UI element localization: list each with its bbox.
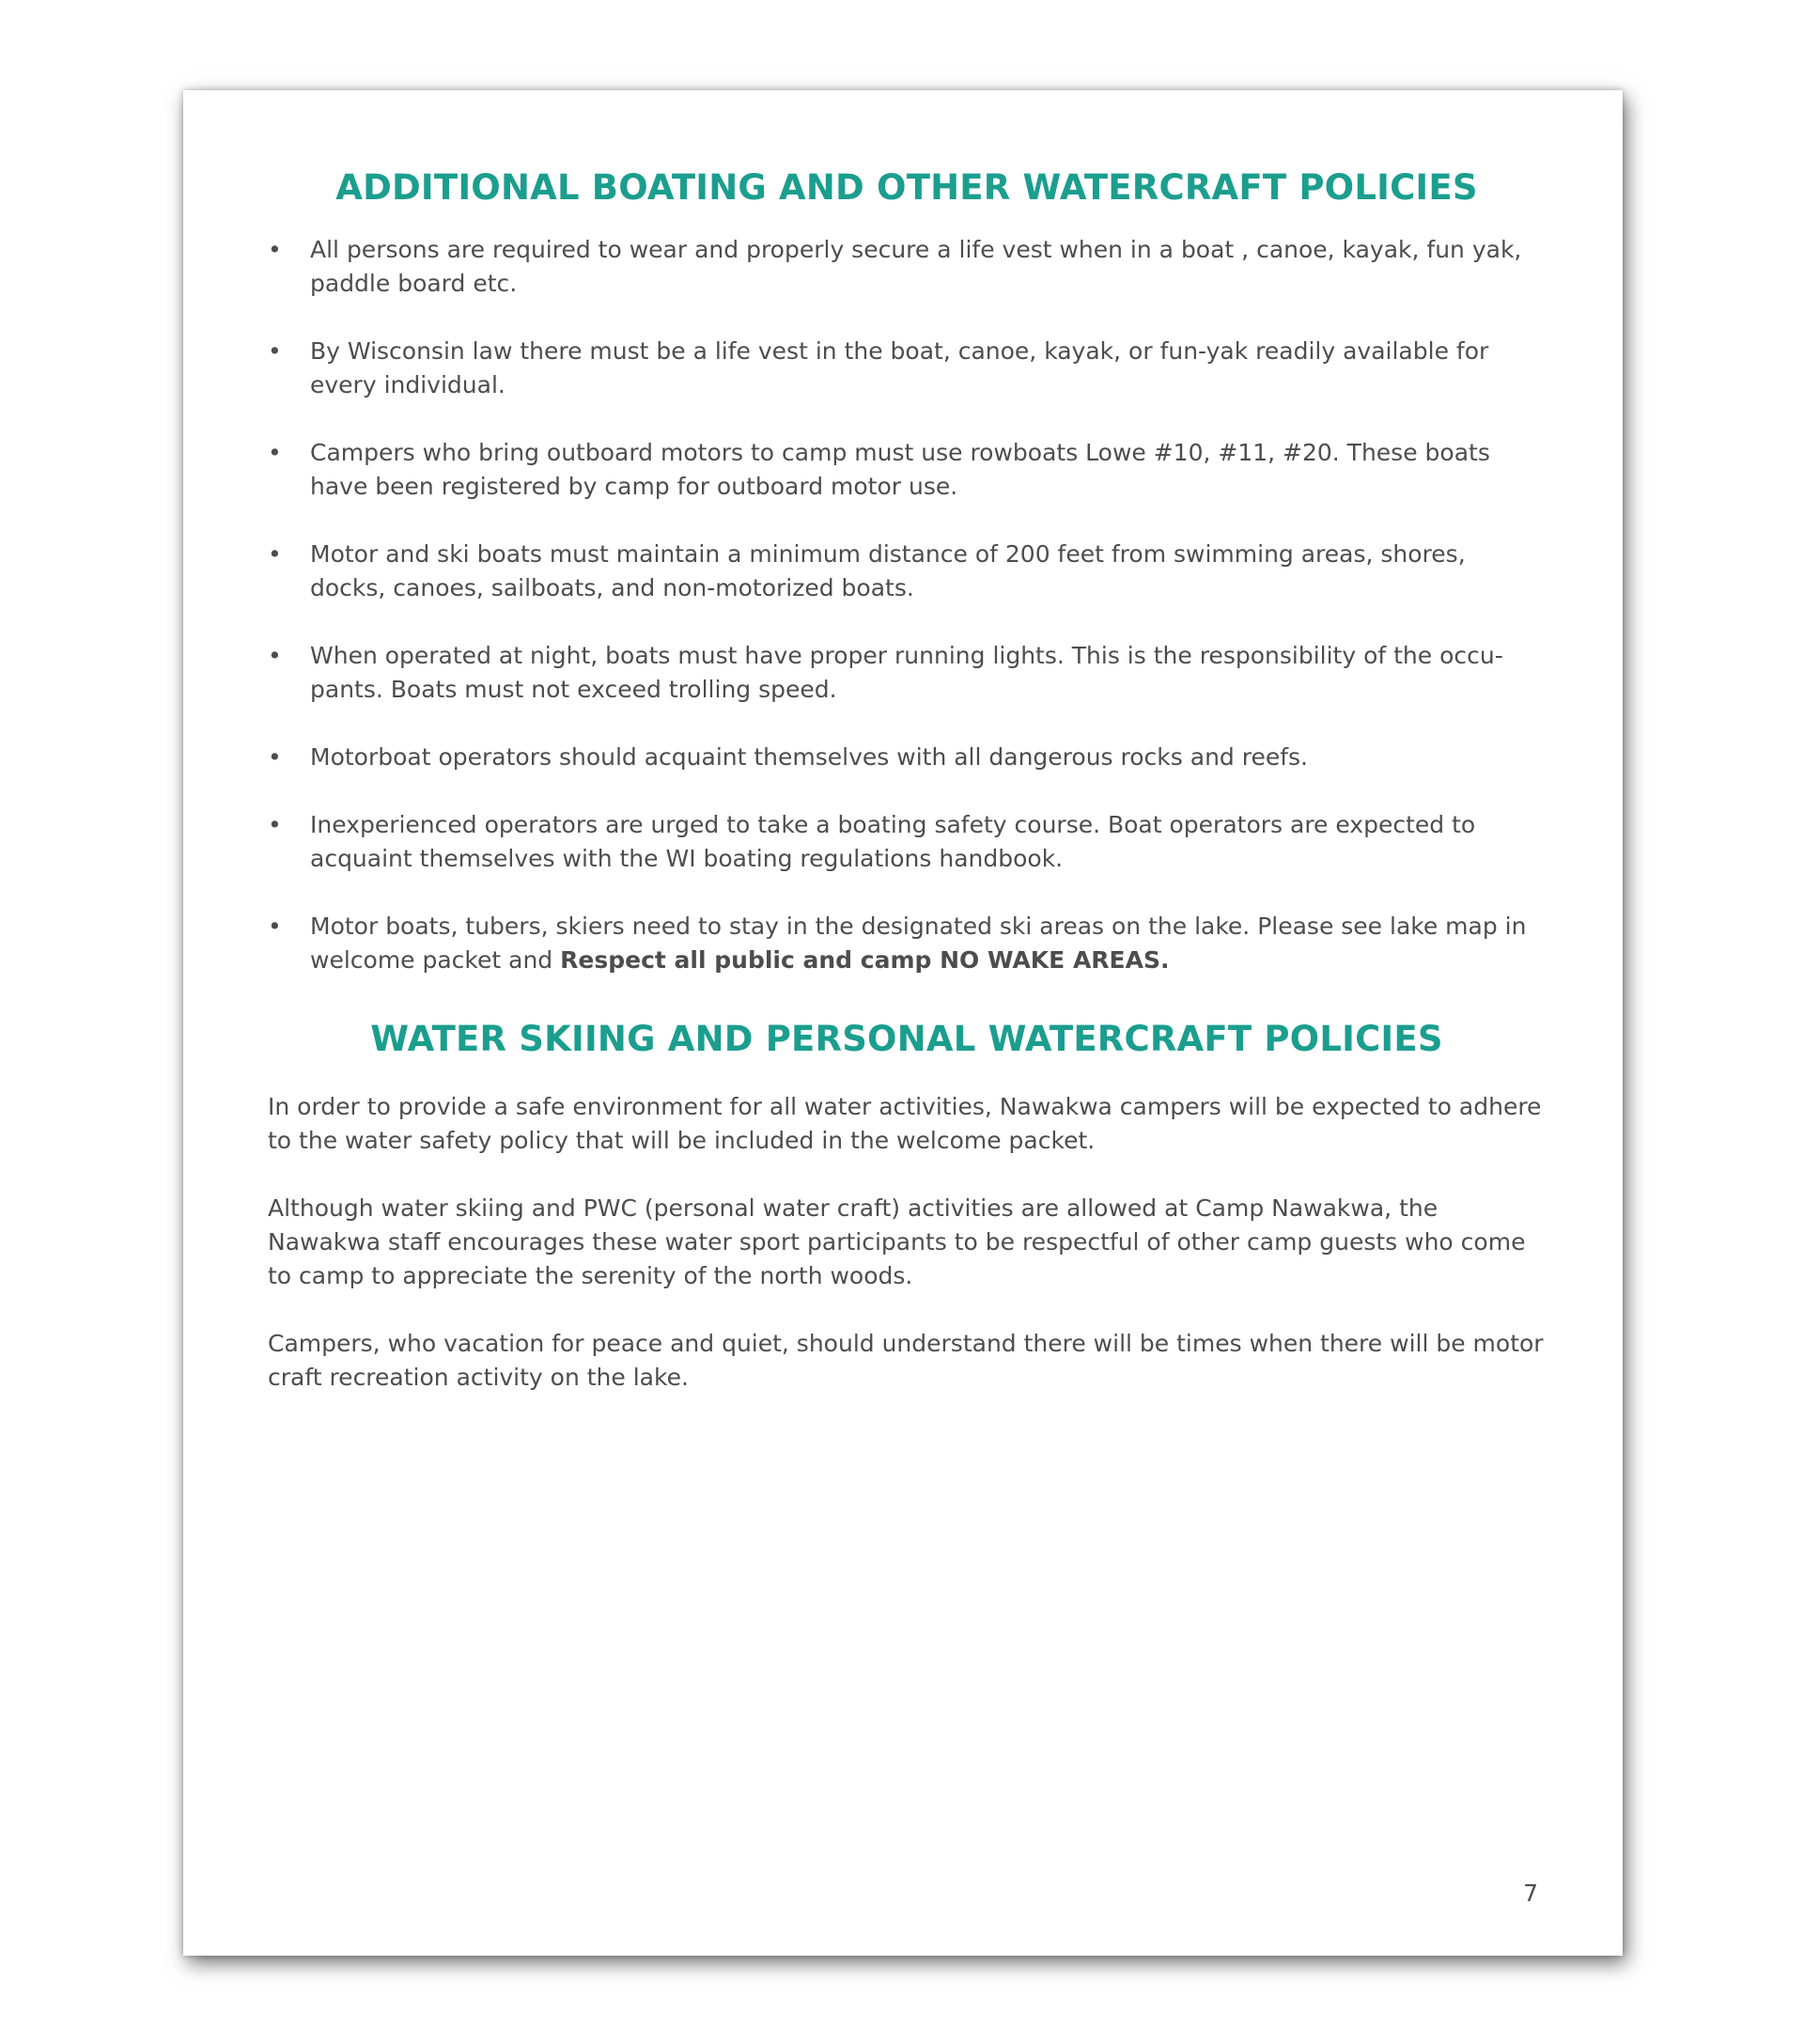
bullet-icon: • xyxy=(268,743,282,771)
paragraph: Although water skiing and PWC (personal water craft) activities are allowed at Camp Nawakwa, the Nawakwa staff encourages these water sport participants to be respectful of other camp guests who come to camp to appreciate the serenity of the north woods. xyxy=(268,1194,1526,1289)
list-item-text: Inexperienced operators are urged to take a boating safety course. Boat operators are expected to acquaint themselves with the WI boating regulations handbook. xyxy=(310,811,1476,872)
list-item xyxy=(268,741,1546,774)
list-item-text: Campers who bring outboard motors to camp must use rowboats Lowe #10, #11, #20. These boats have been registered by camp for outboard motor use. xyxy=(310,439,1490,500)
list-item xyxy=(268,808,1546,876)
document-page xyxy=(183,90,1623,1956)
boating-policies-heading: ADDITIONAL BOATING AND OTHER WATERCRAFT POLICIES xyxy=(335,167,1478,208)
list-item xyxy=(268,335,1546,402)
list-item xyxy=(268,639,1546,707)
list-item xyxy=(268,910,1546,977)
list-item-text: By Wisconsin law there must be a life vest in the boat, canoe, kayak, or fun-yak readily available for every individual. xyxy=(310,337,1489,398)
bullet-icon: • xyxy=(268,337,282,365)
list-item-text: Motorboat operators should acquaint themselves with all dangerous rocks and reefs. xyxy=(310,743,1308,771)
page-content xyxy=(268,165,1546,1428)
no-wake-areas-emphasis: Respect all public and camp NO WAKE AREAS. xyxy=(560,946,1170,974)
list-item xyxy=(268,538,1546,605)
list-item xyxy=(268,233,1546,301)
boating-policies-list xyxy=(268,233,1546,977)
bullet-icon: • xyxy=(268,811,282,838)
list-item-text: All persons are required to wear and properly secure a life vest when in a boat , canoe, kayak, fun yak, paddle board etc. xyxy=(310,236,1522,297)
water-skiing-policies-heading: WATER SKIING AND PERSONAL WATERCRAFT POLICIES xyxy=(370,1019,1443,1059)
list-item xyxy=(268,436,1546,504)
list-item-text: Motor boats, tubers, skiers need to stay in the designated ski areas on the lake. Please see lake map in welcome packet and xyxy=(310,913,1527,974)
bullet-icon: • xyxy=(268,236,282,263)
bullet-icon: • xyxy=(268,642,282,669)
list-item-text: Motor and ski boats must maintain a minimum distance of 200 feet from swimming areas, shores, docks, canoes, sailboats, and non-motorized boats. xyxy=(310,540,1466,601)
page-number: 7 xyxy=(1523,1880,1538,1907)
bullet-icon: • xyxy=(268,913,282,940)
bullet-icon: • xyxy=(268,540,282,568)
paragraph: Campers, who vacation for peace and quiet, should understand there will be times when there will be motor craft recreation activity on the lake. xyxy=(268,1330,1544,1391)
paragraph: In order to provide a safe environment for all water activities, Nawakwa campers will be expected to adhere to the water safety policy that will be included in the welcome packet. xyxy=(268,1093,1542,1154)
list-item-text: When operated at night, boats must have proper running lights. This is the responsibility of the occu-pants. Boats must not exceed trolling speed. xyxy=(310,642,1503,703)
bullet-icon: • xyxy=(268,439,282,466)
